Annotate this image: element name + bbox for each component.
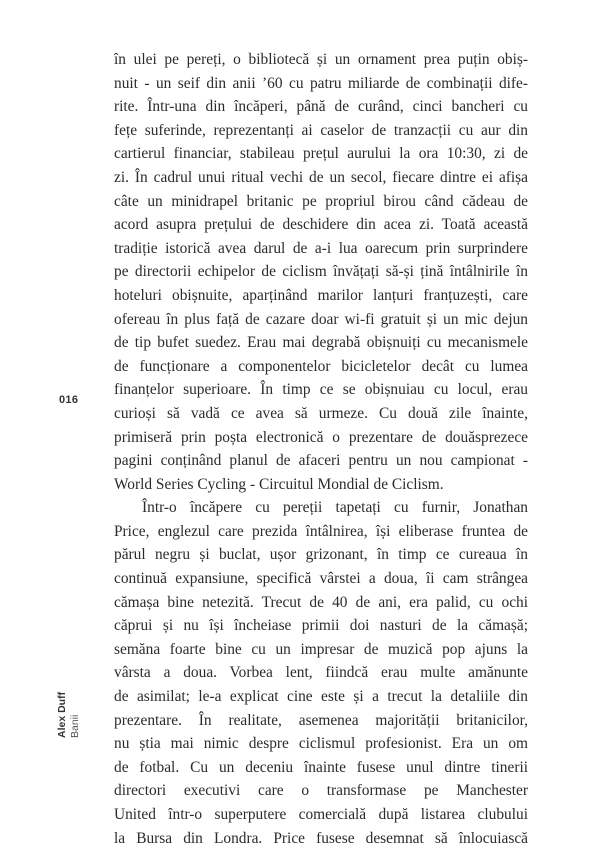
- body-text: [114, 48, 528, 850]
- text-line: cămașa bine netezită. Trecut de 40 de ani, era palid, cu ochi: [114, 593, 528, 611]
- text-line: continuă expansiune, specifică vârstei a doua, îi cam strângea: [114, 570, 528, 588]
- text-line: prezentare. În realitate, asemenea majorității britanicilor,: [114, 711, 528, 729]
- text-line: acord asupra prețului de deschidere din acea zi. Toată această: [114, 216, 528, 234]
- text-line: finanțelor superioare. În timp ce se obișnuiau cu locul, erau: [114, 381, 528, 399]
- text-line: curioși să vadă ce avea să urmeze. Cu două zile înainte,: [114, 404, 528, 422]
- text-line: tradiție istorică avea darul de a-i lua oarecum prin surprindere: [114, 239, 528, 257]
- text-line: zi. În cadrul unui ritual vechi de un secol, fiecare dintre ei afișa: [114, 168, 528, 186]
- text-line: nuit - un seif din anii ’60 cu patru miliarde de combinații dife-: [114, 74, 528, 92]
- page-number: 016: [59, 394, 79, 406]
- book-title: Banii: [69, 714, 81, 738]
- text-line: United într-o superputere comercială după listarea clubului: [114, 806, 528, 823]
- text-line: vârsta a doua. Vorbea lent, fiindcă erau multe amănunte: [114, 664, 528, 682]
- text-line: părul negru și buclat, ușor grizonant, în timp ce cureaua în: [114, 546, 528, 564]
- text-line: hoteluri obișnuite, aparținând marilor lanțuri franțuzești, care: [114, 286, 528, 304]
- author-name: Alex Duff: [56, 691, 68, 738]
- text-line: semăna foarte bine cu un impresar de muzică pop ajuns la: [114, 640, 528, 658]
- text-line: ofereau în plus față de cazare doar wi-fi gratuit și un mic dejun: [114, 310, 528, 328]
- text-line: pagini conținând planul de afaceri pentru un nou campionat -: [114, 452, 528, 470]
- text-line: rite. Într-una din încăperi, până de curând, cinci bancheri cu: [114, 98, 528, 116]
- text-line: World Series Cycling - Circuitul Mondial de Ciclism.: [114, 475, 444, 493]
- text-line: de funcționare a componentelor bicicletelor decât cu lumea: [114, 357, 528, 375]
- running-head: [56, 692, 82, 738]
- text-line: nu știa mai nimic despre ciclismul profesionist. Era un om: [114, 735, 528, 753]
- text-line: în ulei pe pereți, o bibliotecă și un ornament prea puțin obiș-: [114, 51, 528, 68]
- text-line: câte un minidrapel britanic pe propriul birou când cădeau de: [114, 192, 528, 210]
- text-line: cartierul financiar, stabileau prețul aurului la ora 10:30, zi de: [114, 145, 528, 163]
- text-line: de fotbal. Cu un deceniu înainte fusese unul dintre tinerii: [114, 758, 528, 776]
- text-line: la Bursa din Londra. Price fusese desemnat să înlocuiască: [114, 829, 528, 847]
- text-line: Price, englezul care prezida întâlnirea, își eliberase fruntea de: [114, 522, 528, 540]
- text-line: de tip bufet suedez. Erau mai degrabă obișnuiți cu mecanismele: [114, 334, 528, 352]
- text-line: de asimilat; le-a explicat cine este și a trecut la detaliile din: [114, 688, 528, 706]
- text-line: căprui și nu își încheiase primii doi nasturi de la cămașă;: [114, 617, 528, 635]
- text-line: directori executivi care o transformase pe Manchester: [114, 782, 528, 800]
- text-line: fețe suferinde, reprezentanți ai caselor de tranzacții cu aur din: [114, 121, 528, 139]
- text-line: primiseră prin poșta electronică o prezentare de douăsprezece: [114, 428, 528, 446]
- paragraph-first-line: Într-o încăpere cu pereții tapetați cu furnir, Jonathan: [142, 499, 528, 517]
- text-line: pe directorii echipelor de ciclism învățați să-și țină întâlnirile în: [114, 263, 528, 281]
